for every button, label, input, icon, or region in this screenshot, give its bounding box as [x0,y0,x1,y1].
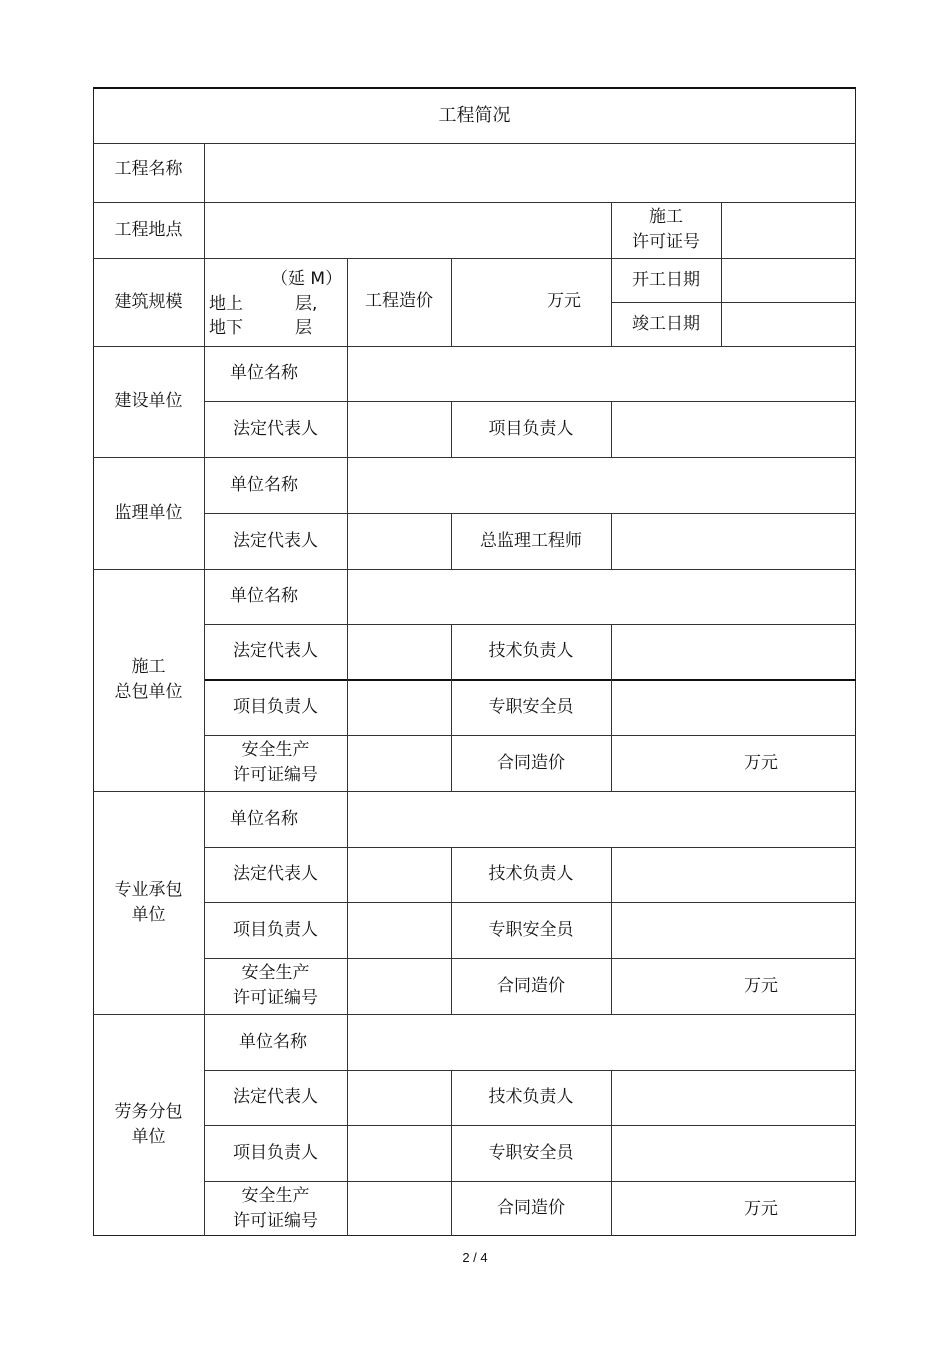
permit-label-line2: 许可证号 [632,232,700,252]
ls-license-field[interactable] [348,1182,451,1236]
project-name-field[interactable] [205,144,855,202]
start-date-label: 开工日期 [632,269,700,290]
ls-safety-officer-field[interactable] [612,1126,856,1181]
sc-tech-lead-field[interactable] [612,848,856,902]
labor-subcontractor-label-line2: 单位 [131,1127,166,1147]
permit-label-line1: 施工 [649,207,683,227]
builder-project-lead-field[interactable] [612,402,856,457]
scale-area-text: （延 M） [271,269,343,289]
ls-contract-price-field[interactable] [612,1182,856,1236]
ls-license-label-line2: 许可证编号 [233,1210,318,1231]
sc-project-lead-field[interactable] [348,903,451,958]
ls-tech-lead-field[interactable] [612,1071,856,1125]
ls-license-label-line1: 安全生产 [241,1185,310,1206]
ls-license-label [204,1181,347,1236]
ls-safety-officer-label: 专职安全员 [488,1142,574,1163]
ls-contract-price-label: 合同造价 [497,1198,565,1218]
gc-license-label-line1: 安全生产 [241,740,310,760]
project-location-field[interactable] [205,203,611,258]
chief-engineer-label: 总监理工程师 [480,530,582,551]
scale-above-unit: 层, [295,294,318,314]
general-contractor-label-line2: 总包单位 [114,682,183,702]
project-name-label: 工程名称 [114,159,183,179]
project-cost-field[interactable] [452,258,611,344]
builder-legal-rep-field[interactable] [348,402,451,457]
end-date-field[interactable] [722,303,856,346]
gc-safety-officer-label: 专职安全员 [488,697,574,717]
sc-license-label-line1: 安全生产 [241,963,310,983]
gc-tech-lead-label: 技术负责人 [488,641,574,661]
gc-license-field[interactable] [348,736,451,791]
sc-license-field[interactable] [348,959,451,1014]
gc-license-label [204,735,347,791]
ls-contract-price-unit: 万元 [744,1198,778,1219]
page-number: 2 / 4 [462,1250,488,1265]
general-contractor-label-line1: 施工 [131,657,166,677]
sc-project-lead-label: 项目负责人 [233,919,318,940]
sc-contract-price-unit: 万元 [744,976,778,996]
gc-project-lead-label: 项目负责人 [233,697,318,717]
ls-project-lead-label: 项目负责人 [233,1142,318,1163]
labor-subcontractor-label-line1: 劳务分包 [114,1102,183,1122]
sc-unit-name-field[interactable] [348,792,856,847]
gc-tech-lead-field[interactable] [612,625,856,679]
end-date-label: 竣工日期 [632,313,700,334]
sc-safety-officer-field[interactable] [612,903,856,958]
scale-above-label: 地上 [209,294,243,314]
project-cost-unit: 万元 [547,290,581,311]
gc-unit-name-label: 单位名称 [230,586,298,606]
supervisor-unit-label: 监理单位 [114,502,183,523]
specialty-contractor-label-line1: 专业承包 [114,879,183,900]
builder-unit-name-label: 单位名称 [230,363,298,383]
supervisor-unit-name-field[interactable] [348,458,856,513]
sc-license-label-line2: 许可证编号 [233,988,318,1008]
builder-legal-rep-label: 法定代表人 [233,418,318,439]
gc-license-label-line2: 许可证编号 [233,765,318,785]
specialty-contractor-label-line2: 单位 [131,904,166,925]
gc-legal-rep-label: 法定代表人 [233,641,318,661]
ls-tech-lead-label: 技术负责人 [488,1087,574,1107]
project-location-label: 工程地点 [114,219,183,240]
scale-below-unit: 层 [295,318,312,338]
supervisor-legal-rep-label: 法定代表人 [233,530,318,551]
supervisor-legal-rep-field[interactable] [348,514,451,569]
gc-contract-price-unit: 万元 [744,753,778,773]
construction-permit-field[interactable] [722,203,856,258]
project-cost-label: 工程造价 [365,290,433,311]
builder-project-lead-label: 项目负责人 [488,418,574,439]
gc-unit-name-field[interactable] [348,570,856,624]
sc-legal-rep-field[interactable] [348,848,451,902]
sc-contract-price-label: 合同造价 [497,975,565,996]
gc-project-lead-field[interactable] [348,681,451,735]
ls-project-lead-field[interactable] [348,1126,451,1181]
sc-legal-rep-label: 法定代表人 [233,864,318,884]
gc-contract-price-field[interactable] [612,736,856,791]
supervisor-unit-name-label: 单位名称 [230,474,298,495]
ls-unit-name-label: 单位名称 [239,1031,307,1052]
scale-below-label: 地下 [209,318,243,338]
builder-unit-name-field[interactable] [348,347,856,401]
ls-legal-rep-label: 法定代表人 [233,1087,318,1107]
general-contractor-label [93,569,204,791]
specialty-contractor-label [93,791,204,1014]
chief-engineer-field[interactable] [612,514,856,569]
gc-safety-officer-field[interactable] [612,681,856,735]
ls-unit-name-field[interactable] [348,1015,856,1070]
builder-unit-label: 建设单位 [114,391,183,411]
sc-tech-lead-label: 技术负责人 [488,864,574,884]
construction-permit-label [611,202,721,258]
sc-license-label [204,958,347,1014]
gc-contract-price-label: 合同造价 [497,752,565,773]
ls-legal-rep-field[interactable] [348,1071,451,1125]
building-scale-field[interactable] [205,260,347,346]
gc-legal-rep-field[interactable] [348,625,451,679]
labor-subcontractor-label [93,1014,204,1236]
start-date-field[interactable] [722,259,856,302]
table-title: 工程简况 [438,105,511,126]
sc-unit-name-label: 单位名称 [230,808,298,829]
sc-safety-officer-label: 专职安全员 [488,919,574,940]
sc-contract-price-field[interactable] [612,959,856,1014]
building-scale-label: 建筑规模 [114,291,183,312]
